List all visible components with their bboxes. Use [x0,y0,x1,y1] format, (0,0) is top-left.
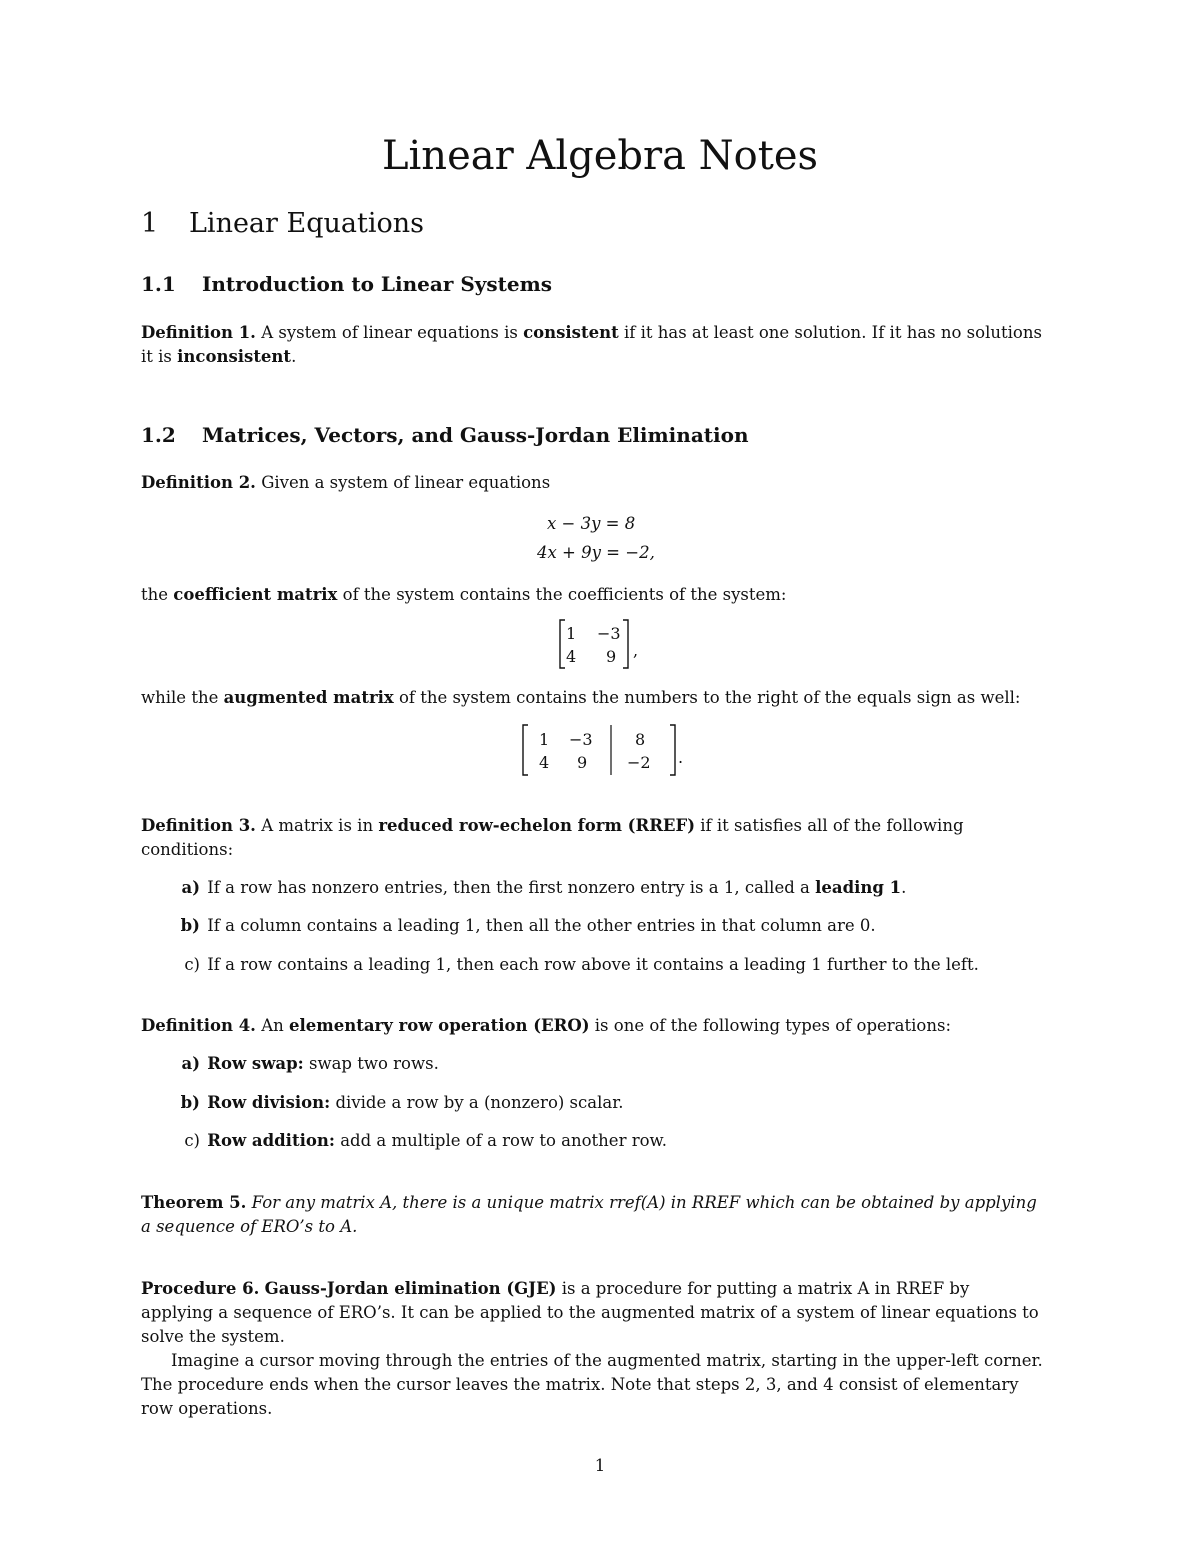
subsection-title: Matrices, Vectors, and Gauss-Jordan Elimination [202,423,749,447]
procedure-text: solve the system. [141,1327,285,1346]
definition-text: An [261,1016,284,1035]
list-item-term: Row addition: [207,1131,335,1150]
matrix-entry: −2 [627,753,651,772]
definition-term: reduced row-echelon form (RREF) [378,816,696,835]
list-item-term: Row division: [207,1093,331,1112]
list-item [166,1129,667,1153]
list-item [166,953,979,977]
procedure-text: is a procedure for putting a matrix A in RREF by [561,1279,970,1298]
matrix-entry: 4 [566,647,577,666]
equation-1: x − 3y = 8 [547,514,636,533]
definition-text: A system of linear equations is [261,323,518,342]
list-item-text: swap two rows. [308,1054,439,1073]
equation-2: 4x + 9y = −2, [537,543,655,562]
theorem-5 [141,1191,1061,1239]
definition-4 [141,1014,1061,1038]
punctuation: , [633,641,639,660]
list-item-term: Row swap: [207,1054,304,1073]
list-item [166,876,906,900]
matrix-entry: 4 [539,753,550,772]
right-bracket [623,620,628,668]
matrix-entry: 1 [539,730,550,749]
section-heading [141,204,424,244]
procedure-label: Procedure 6. [141,1279,260,1298]
definition-text: of the system contains the numbers to the right of the equals sign as well: [399,688,1021,707]
matrix-entry: 8 [635,730,646,749]
definition-text: A matrix is in [261,816,374,835]
definition-text: it is [141,347,172,366]
coefficient-matrix [555,617,655,673]
definition-2-coefficient-text [141,583,1061,607]
definition-term: consistent [523,323,619,342]
procedure-6 [141,1277,1061,1421]
list-item-label: a) [181,1054,200,1073]
definition-term: augmented matrix [223,688,394,707]
list-item [166,1052,439,1076]
right-bracket [670,725,675,775]
list-item-text: If a column contains a leading 1, then all the other entries in that column are 0. [207,916,876,935]
procedure-text: row operations. [141,1399,273,1418]
list-item [166,914,876,938]
theorem-label: Theorem 5. [141,1193,247,1212]
subsection-number: 1.1 [141,272,176,296]
procedure-text: Imagine a cursor moving through the entries of the augmented matrix, starting in the upper-left corner. [171,1351,1043,1370]
list-item-label: b) [180,1093,200,1112]
list-item-text: divide a row by a (nonzero) scalar. [335,1093,624,1112]
punctuation: . [678,748,684,767]
punctuation: . [901,878,907,897]
punctuation: . [291,347,297,366]
definition-text: if it satisfies all of the following [700,816,964,835]
subsection-heading-1-1 [141,269,552,299]
definition-term: elementary row operation (ERO) [288,1016,590,1035]
procedure-text: The procedure ends when the cursor leaves the matrix. Note that steps 2, 3, and 4 consist of elementary [141,1375,1019,1394]
list-item [166,1091,624,1115]
subsection-number: 1.2 [141,423,176,447]
definition-text: if it has at least one solution. If it has no solutions [623,323,1042,342]
matrix-entry: 1 [566,624,577,643]
definition-2-intro [141,471,1061,495]
list-item-label: a) [181,878,200,897]
definition-label: Definition 2. [141,473,256,492]
definition-text: is one of the following types of operations: [594,1016,952,1035]
matrix-entry: 9 [577,753,588,772]
theorem-text: a sequence of ERO’s to A. [141,1217,358,1236]
list-item-term: leading 1 [815,878,902,897]
list-item-label: c) [184,955,200,974]
definition-text: Given a system of linear equations [261,473,551,492]
left-bracket [560,620,565,668]
left-bracket [523,725,528,775]
definition-label: Definition 1. [141,323,256,342]
subsection-title: Introduction to Linear Systems [202,272,553,296]
list-item-text: If a row has nonzero entries, then the first nonzero entry is a 1, called a [207,878,810,897]
matrix-entry: −3 [569,730,593,749]
subsection-heading-1-2 [141,420,749,450]
list-item-label: b) [180,916,200,935]
list-item-text: add a multiple of a row to another row. [340,1131,667,1150]
augmented-matrix [515,723,690,779]
matrix-entry: −3 [597,624,621,643]
definition-2-augmented-text [141,686,1061,710]
section-title: Linear Equations [189,208,424,239]
definition-3 [141,814,1061,862]
section-number: 1 [141,208,159,239]
document-title: Linear Algebra Notes [381,133,819,179]
theorem-text: For any matrix A, there is a unique matrix rref(A) in RREF which can be obtained by applying [251,1193,1037,1212]
definition-term: coefficient matrix [173,585,338,604]
list-item-text: If a row contains a leading 1, then each row above it contains a leading 1 further to the left. [207,955,979,974]
matrix-entry: 9 [606,647,617,666]
definition-label: Definition 3. [141,816,256,835]
procedure-term: Gauss-Jordan elimination (GJE) [264,1279,557,1298]
page-number: 1 [594,1456,606,1475]
definition-text: while the [141,688,219,707]
definition-term: inconsistent [177,347,292,366]
procedure-text: applying a sequence of ERO’s. It can be applied to the augmented matrix of a system of linear equations to [141,1303,1039,1322]
definition-text: the [141,585,169,604]
definition-1 [141,321,1061,369]
definition-text: of the system contains the coefficients of the system: [342,585,787,604]
definition-label: Definition 4. [141,1016,256,1035]
list-item-label: c) [184,1131,200,1150]
definition-text: conditions: [141,840,234,859]
